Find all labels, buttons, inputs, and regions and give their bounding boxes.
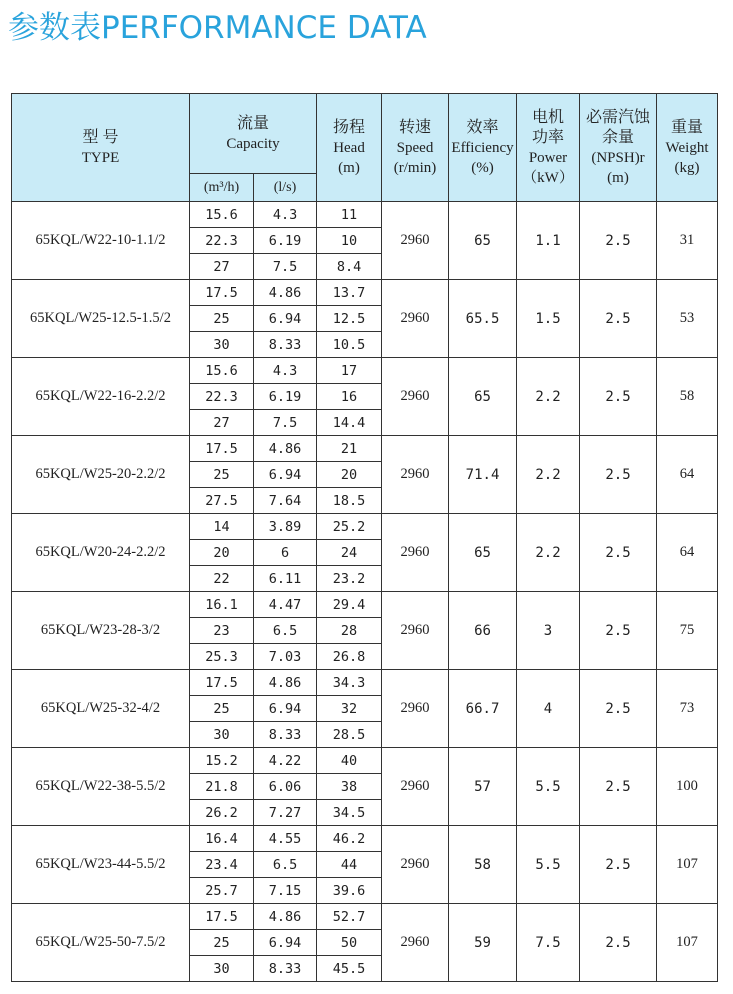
- capacity-ls-cell: 4.86: [254, 280, 317, 306]
- table-body: [12, 202, 718, 982]
- col-power: [517, 94, 580, 202]
- col-power-unit: （kW）: [522, 169, 574, 186]
- weight-cell: 64: [657, 514, 718, 592]
- capacity-m3h-cell: 27: [190, 410, 254, 436]
- power-cell: 1.1: [517, 202, 580, 280]
- power-cell: 2.2: [517, 514, 580, 592]
- head-cell: 44: [317, 852, 382, 878]
- col-head-unit: (m): [338, 159, 360, 176]
- head-cell: 34.3: [317, 670, 382, 696]
- capacity-ls-cell: 8.33: [254, 956, 317, 982]
- col-power-cn1: 电机: [532, 108, 565, 126]
- col-capacity-m3h: (m³/h): [190, 174, 254, 202]
- capacity-ls-cell: 4.3: [254, 358, 317, 384]
- head-cell: 10: [317, 228, 382, 254]
- col-efficiency-en: Efficiency: [451, 139, 514, 156]
- head-cell: 28: [317, 618, 382, 644]
- speed-cell: 2960: [382, 514, 449, 592]
- capacity-m3h-cell: 25.7: [190, 878, 254, 904]
- capacity-m3h-cell: 22: [190, 566, 254, 592]
- head-cell: 23.2: [317, 566, 382, 592]
- capacity-ls-cell: 7.64: [254, 488, 317, 514]
- model-type-cell: 65KQL/W23-28-3/2: [12, 592, 190, 670]
- weight-cell: 31: [657, 202, 718, 280]
- head-cell: 26.8: [317, 644, 382, 670]
- head-cell: 11: [317, 202, 382, 228]
- capacity-m3h-cell: 17.5: [190, 904, 254, 930]
- table-header: [12, 94, 718, 202]
- capacity-ls-cell: 6.06: [254, 774, 317, 800]
- capacity-ls-cell: 4.22: [254, 748, 317, 774]
- capacity-m3h-cell: 30: [190, 722, 254, 748]
- head-cell: 34.5: [317, 800, 382, 826]
- npsh-cell: 2.5: [580, 748, 657, 826]
- col-type-cn: 型 号: [82, 128, 119, 146]
- model-type-cell: 65KQL/W23-44-5.5/2: [12, 826, 190, 904]
- weight-cell: 73: [657, 670, 718, 748]
- col-power-cn2: 功率: [532, 128, 565, 146]
- capacity-m3h-cell: 14: [190, 514, 254, 540]
- speed-cell: 2960: [382, 436, 449, 514]
- capacity-m3h-cell: 23.4: [190, 852, 254, 878]
- npsh-cell: 2.5: [580, 280, 657, 358]
- col-capacity: [190, 94, 317, 174]
- capacity-ls-cell: 7.15: [254, 878, 317, 904]
- capacity-m3h-cell: 27: [190, 254, 254, 280]
- col-weight-en: Weight: [665, 139, 709, 156]
- power-cell: 3: [517, 592, 580, 670]
- efficiency-cell: 65: [449, 358, 517, 436]
- capacity-m3h-cell: 23: [190, 618, 254, 644]
- col-speed-unit: (r/min): [393, 159, 437, 176]
- col-head: [317, 94, 382, 202]
- head-cell: 12.5: [317, 306, 382, 332]
- head-cell: 29.4: [317, 592, 382, 618]
- efficiency-cell: 57: [449, 748, 517, 826]
- capacity-m3h-cell: 22.3: [190, 228, 254, 254]
- capacity-m3h-cell: 26.2: [190, 800, 254, 826]
- head-cell: 24: [317, 540, 382, 566]
- capacity-ls-cell: 8.33: [254, 722, 317, 748]
- efficiency-cell: 71.4: [449, 436, 517, 514]
- model-type-cell: 65KQL/W22-16-2.2/2: [12, 358, 190, 436]
- capacity-m3h-cell: 15.6: [190, 202, 254, 228]
- capacity-ls-cell: 6.19: [254, 228, 317, 254]
- head-cell: 20: [317, 462, 382, 488]
- capacity-m3h-cell: 22.3: [190, 384, 254, 410]
- col-power-en: Power: [528, 149, 568, 166]
- capacity-ls-cell: 7.5: [254, 254, 317, 280]
- col-npsh-en: (NPSH)r: [591, 149, 645, 166]
- capacity-m3h-cell: 27.5: [190, 488, 254, 514]
- weight-cell: 107: [657, 904, 718, 982]
- capacity-ls-cell: 4.3: [254, 202, 317, 228]
- col-npsh: [580, 94, 657, 202]
- capacity-ls-cell: 4.55: [254, 826, 317, 852]
- speed-cell: 2960: [382, 670, 449, 748]
- capacity-ls-cell: 4.86: [254, 670, 317, 696]
- capacity-m3h-cell: 17.5: [190, 436, 254, 462]
- model-type-cell: 65KQL/W20-24-2.2/2: [12, 514, 190, 592]
- efficiency-cell: 66.7: [449, 670, 517, 748]
- efficiency-cell: 65: [449, 514, 517, 592]
- col-speed: [382, 94, 449, 202]
- head-cell: 21: [317, 436, 382, 462]
- model-type-cell: 65KQL/W22-10-1.1/2: [12, 202, 190, 280]
- capacity-m3h-cell: 25: [190, 306, 254, 332]
- weight-cell: 107: [657, 826, 718, 904]
- col-weight-unit: (kg): [674, 159, 700, 176]
- col-capacity-en: Capacity: [226, 135, 280, 152]
- col-head-cn: 扬程: [333, 118, 366, 136]
- speed-cell: 2960: [382, 592, 449, 670]
- capacity-ls-cell: 6.94: [254, 462, 317, 488]
- capacity-m3h-cell: 15.6: [190, 358, 254, 384]
- capacity-ls-cell: 8.33: [254, 332, 317, 358]
- head-cell: 38: [317, 774, 382, 800]
- npsh-cell: 2.5: [580, 514, 657, 592]
- capacity-ls-cell: 6.19: [254, 384, 317, 410]
- npsh-cell: 2.5: [580, 592, 657, 670]
- efficiency-cell: 65: [449, 202, 517, 280]
- npsh-cell: 2.5: [580, 904, 657, 982]
- power-cell: 1.5: [517, 280, 580, 358]
- head-cell: 32: [317, 696, 382, 722]
- performance-table: [11, 93, 718, 982]
- capacity-m3h-cell: 16.4: [190, 826, 254, 852]
- capacity-ls-cell: 6.11: [254, 566, 317, 592]
- capacity-m3h-cell: 30: [190, 956, 254, 982]
- head-cell: 28.5: [317, 722, 382, 748]
- capacity-m3h-cell: 17.5: [190, 280, 254, 306]
- col-type: [12, 94, 190, 202]
- capacity-m3h-cell: 30: [190, 332, 254, 358]
- capacity-ls-cell: 6.94: [254, 306, 317, 332]
- table-row: [12, 826, 718, 852]
- table-row: [12, 592, 718, 618]
- col-efficiency-unit: (%): [471, 159, 494, 176]
- power-cell: 5.5: [517, 826, 580, 904]
- head-cell: 40: [317, 748, 382, 774]
- head-cell: 16: [317, 384, 382, 410]
- npsh-cell: 2.5: [580, 358, 657, 436]
- head-cell: 10.5: [317, 332, 382, 358]
- power-cell: 2.2: [517, 436, 580, 514]
- speed-cell: 2960: [382, 748, 449, 826]
- head-cell: 25.2: [317, 514, 382, 540]
- col-capacity-cn: 流量: [237, 114, 270, 132]
- col-weight-cn: 重量: [671, 118, 704, 136]
- efficiency-cell: 58: [449, 826, 517, 904]
- head-cell: 17: [317, 358, 382, 384]
- capacity-m3h-cell: 21.8: [190, 774, 254, 800]
- table-row: [12, 748, 718, 774]
- capacity-ls-cell: 4.86: [254, 904, 317, 930]
- page-title: 参数表PERFORMANCE DATA: [8, 10, 427, 46]
- capacity-ls-cell: 6: [254, 540, 317, 566]
- head-cell: 50: [317, 930, 382, 956]
- table-row: [12, 358, 718, 384]
- speed-cell: 2960: [382, 280, 449, 358]
- efficiency-cell: 65.5: [449, 280, 517, 358]
- model-type-cell: 65KQL/W22-38-5.5/2: [12, 748, 190, 826]
- weight-cell: 58: [657, 358, 718, 436]
- model-type-cell: 65KQL/W25-20-2.2/2: [12, 436, 190, 514]
- col-weight: [657, 94, 718, 202]
- npsh-cell: 2.5: [580, 670, 657, 748]
- head-cell: 45.5: [317, 956, 382, 982]
- head-cell: 14.4: [317, 410, 382, 436]
- weight-cell: 100: [657, 748, 718, 826]
- table-row: [12, 670, 718, 696]
- col-npsh-cn1: 必需汽蚀: [586, 108, 651, 126]
- speed-cell: 2960: [382, 358, 449, 436]
- capacity-ls-cell: 6.94: [254, 696, 317, 722]
- npsh-cell: 2.5: [580, 826, 657, 904]
- capacity-ls-cell: 6.5: [254, 852, 317, 878]
- capacity-ls-cell: 7.03: [254, 644, 317, 670]
- model-type-cell: 65KQL/W25-50-7.5/2: [12, 904, 190, 982]
- head-cell: 46.2: [317, 826, 382, 852]
- capacity-ls-cell: 3.89: [254, 514, 317, 540]
- table-row: [12, 280, 718, 306]
- npsh-cell: 2.5: [580, 436, 657, 514]
- head-cell: 13.7: [317, 280, 382, 306]
- capacity-m3h-cell: 25.3: [190, 644, 254, 670]
- capacity-ls-cell: 6.5: [254, 618, 317, 644]
- capacity-m3h-cell: 16.1: [190, 592, 254, 618]
- col-efficiency-cn: 效率: [466, 118, 499, 136]
- col-speed-en: Speed: [396, 139, 434, 156]
- col-type-en: TYPE: [81, 149, 120, 166]
- col-speed-cn: 转速: [399, 118, 432, 136]
- npsh-cell: 2.5: [580, 202, 657, 280]
- head-cell: 52.7: [317, 904, 382, 930]
- table-row: [12, 904, 718, 930]
- table-row: [12, 514, 718, 540]
- efficiency-cell: 59: [449, 904, 517, 982]
- weight-cell: 75: [657, 592, 718, 670]
- capacity-ls-cell: 6.94: [254, 930, 317, 956]
- head-cell: 39.6: [317, 878, 382, 904]
- speed-cell: 2960: [382, 202, 449, 280]
- capacity-m3h-cell: 25: [190, 930, 254, 956]
- power-cell: 5.5: [517, 748, 580, 826]
- model-type-cell: 65KQL/W25-32-4/2: [12, 670, 190, 748]
- model-type-cell: 65KQL/W25-12.5-1.5/2: [12, 280, 190, 358]
- table-row: [12, 202, 718, 228]
- table-row: [12, 436, 718, 462]
- power-cell: 4: [517, 670, 580, 748]
- efficiency-cell: 66: [449, 592, 517, 670]
- capacity-m3h-cell: 17.5: [190, 670, 254, 696]
- power-cell: 2.2: [517, 358, 580, 436]
- weight-cell: 53: [657, 280, 718, 358]
- col-npsh-cn2: 余量: [602, 128, 635, 146]
- speed-cell: 2960: [382, 826, 449, 904]
- col-head-en: Head: [333, 139, 365, 156]
- head-cell: 8.4: [317, 254, 382, 280]
- capacity-ls-cell: 7.27: [254, 800, 317, 826]
- col-efficiency: [449, 94, 517, 202]
- power-cell: 7.5: [517, 904, 580, 982]
- capacity-ls-cell: 4.47: [254, 592, 317, 618]
- weight-cell: 64: [657, 436, 718, 514]
- capacity-m3h-cell: 25: [190, 462, 254, 488]
- capacity-m3h-cell: 25: [190, 696, 254, 722]
- col-npsh-unit: (m): [607, 169, 629, 186]
- col-capacity-ls: (l/s): [254, 174, 317, 202]
- capacity-m3h-cell: 20: [190, 540, 254, 566]
- speed-cell: 2960: [382, 904, 449, 982]
- head-cell: 18.5: [317, 488, 382, 514]
- capacity-ls-cell: 7.5: [254, 410, 317, 436]
- capacity-ls-cell: 4.86: [254, 436, 317, 462]
- capacity-m3h-cell: 15.2: [190, 748, 254, 774]
